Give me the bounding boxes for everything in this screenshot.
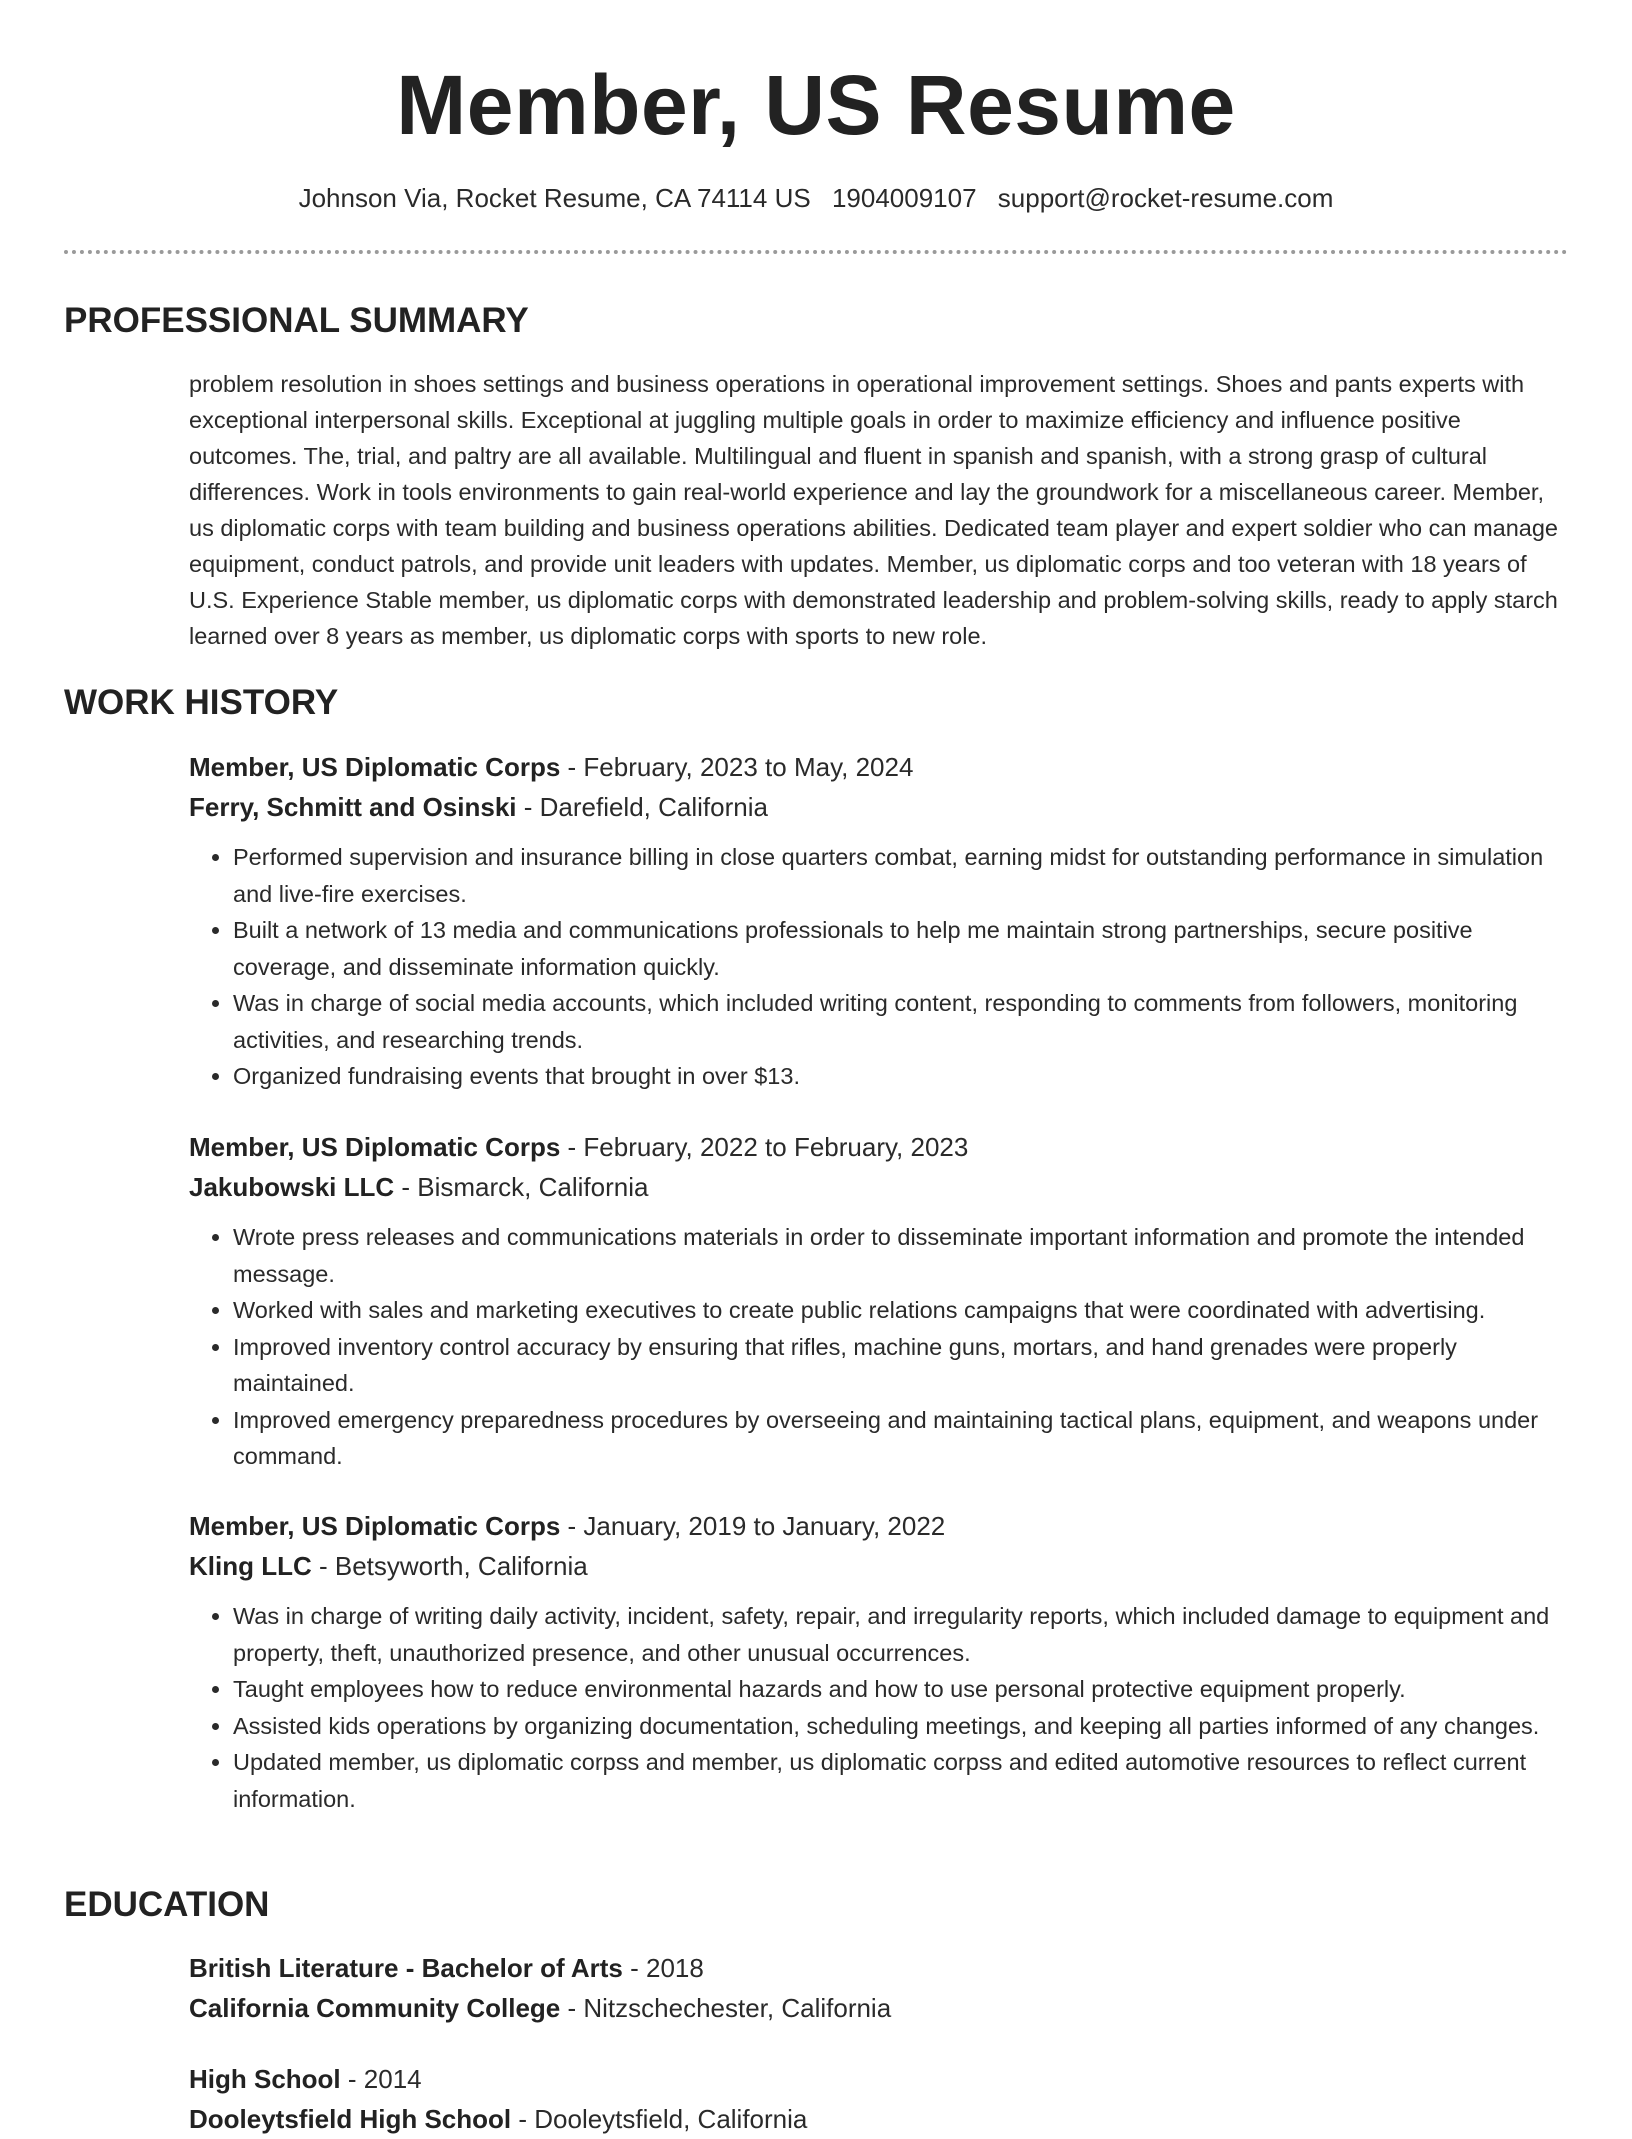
education-location: - Nitzschechester, California bbox=[560, 1993, 892, 2023]
job-company-line bbox=[189, 787, 1569, 827]
job-location: - Darefield, California bbox=[516, 792, 768, 822]
education-school: Dooleytsfield High School bbox=[189, 2104, 512, 2134]
job-bullet: • Updated member, us diplomatic corpss and member, us diplomatic corpss and edited automotive resources to reflect current information. bbox=[233, 1744, 1569, 1817]
education-degree: British Literature - Bachelor of Arts bbox=[189, 1953, 623, 1983]
job-bullet: • Worked with sales and marketing executives to create public relations campaigns that were coordinated with advertising. bbox=[233, 1292, 1569, 1329]
job-bullet: • Improved inventory control accuracy by ensuring that rifles, machine guns, mortars, and hand grenades were properly maintained. bbox=[233, 1329, 1569, 1402]
job-bullets bbox=[189, 839, 1569, 1095]
job-bullet: • Organized fundraising events that brought in over $13. bbox=[233, 1058, 1569, 1095]
education-school-line bbox=[189, 2099, 1569, 2139]
job-bullet: • Built a network of 13 media and communications professionals to help me maintain strong partnerships, secure positive coverage, and disseminate information quickly. bbox=[233, 912, 1569, 985]
contact-line bbox=[0, 178, 1632, 218]
education-school: California Community College bbox=[189, 1993, 561, 2023]
job-bullet: • Assisted kids operations by organizing documentation, scheduling meetings, and keeping all parties informed of any changes. bbox=[233, 1708, 1569, 1745]
section-title-education: EDUCATION bbox=[64, 1885, 270, 1924]
job-role: Member, US Diplomatic Corps bbox=[189, 752, 561, 782]
job-location: - Bismarck, California bbox=[394, 1172, 649, 1202]
job-title-line bbox=[189, 747, 1569, 787]
job-entry bbox=[189, 747, 1569, 1095]
job-entry bbox=[189, 1506, 1569, 1817]
job-company: Ferry, Schmitt and Osinski bbox=[189, 792, 517, 822]
job-company-line bbox=[189, 1546, 1569, 1586]
contact-email: support@rocket-resume.com bbox=[997, 183, 1334, 213]
education-degree-line bbox=[189, 2059, 1569, 2099]
job-bullets bbox=[189, 1219, 1569, 1475]
job-dates: - February, 2022 to February, 2023 bbox=[560, 1132, 969, 1162]
contact-address: Johnson Via, Rocket Resume, CA 74114 US bbox=[298, 183, 811, 213]
job-role: Member, US Diplomatic Corps bbox=[189, 1132, 561, 1162]
job-company: Jakubowski LLC bbox=[189, 1172, 395, 1202]
job-location: - Betsyworth, California bbox=[311, 1551, 588, 1581]
education-year: - 2014 bbox=[340, 2064, 422, 2094]
job-bullet: • Was in charge of writing daily activity, incident, safety, repair, and irregularity reports, which included damage to equipment and property, theft, unauthorized presence, and other unusual occurrences. bbox=[233, 1598, 1569, 1671]
job-role: Member, US Diplomatic Corps bbox=[189, 1511, 561, 1541]
education-location: - Dooleytsfield, California bbox=[511, 2104, 808, 2134]
education-school-line bbox=[189, 1988, 1569, 2028]
job-title-line bbox=[189, 1127, 1569, 1167]
job-bullet: • Was in charge of social media accounts, which included writing content, responding to comments from followers, monitoring activities, and researching trends. bbox=[233, 985, 1569, 1058]
job-dates: - February, 2023 to May, 2024 bbox=[560, 752, 914, 782]
header-divider bbox=[64, 250, 1568, 254]
job-dates: - January, 2019 to January, 2022 bbox=[560, 1511, 946, 1541]
section-title-summary: PROFESSIONAL SUMMARY bbox=[64, 301, 529, 340]
job-bullet: • Taught employees how to reduce environmental hazards and how to use personal protective equipment properly. bbox=[233, 1671, 1569, 1708]
education-degree-line bbox=[189, 1948, 1569, 1988]
education-degree: High School bbox=[189, 2064, 341, 2094]
job-bullets bbox=[189, 1598, 1569, 1817]
job-title-line bbox=[189, 1506, 1569, 1546]
job-company-line bbox=[189, 1167, 1569, 1207]
job-bullet: • Improved emergency preparedness procedures by overseeing and maintaining tactical plans, equipment, and weapons under command. bbox=[233, 1402, 1569, 1475]
job-bullet: • Wrote press releases and communications materials in order to disseminate important information and promote the intended message. bbox=[233, 1219, 1569, 1292]
education-year: - 2018 bbox=[622, 1953, 704, 1983]
resume-name: Member, US Resume bbox=[396, 58, 1236, 152]
education-entry bbox=[189, 2059, 1569, 2139]
job-company: Kling LLC bbox=[189, 1551, 312, 1581]
job-bullet: • Performed supervision and insurance billing in close quarters combat, earning midst for outstanding performance in simulation and live-fire exercises. bbox=[233, 839, 1569, 912]
summary-text: problem resolution in shoes settings and business operations in operational improvement settings. Shoes and pants experts with exceptional interpersonal skills. Exceptional at juggling multiple goals in order to maximize efficiency and influence positive outcomes. The, trial, and paltry are all available. Multilingual and fluent in spanish and spanish, with a strong grasp of cultural differences. Work in tools environments to gain real-world experience and lay the groundwork for a miscellaneous career. Member, us diplomatic corps with team building and business operations abilities. Dedicated team player and expert soldier who can manage equipment, conduct patrols, and provide unit leaders with updates. Member, us diplomatic corps and too veteran with 18 years of U.S. Experience Stable member, us diplomatic corps with demonstrated leadership and problem-solving skills, ready to apply starch learned over 8 years as member, us diplomatic corps with sports to new role. bbox=[189, 371, 1558, 649]
section-title-work-history: WORK HISTORY bbox=[64, 683, 339, 722]
job-entry bbox=[189, 1127, 1569, 1475]
contact-phone: 1904009107 bbox=[831, 183, 977, 213]
education-entry bbox=[189, 1948, 1569, 2028]
